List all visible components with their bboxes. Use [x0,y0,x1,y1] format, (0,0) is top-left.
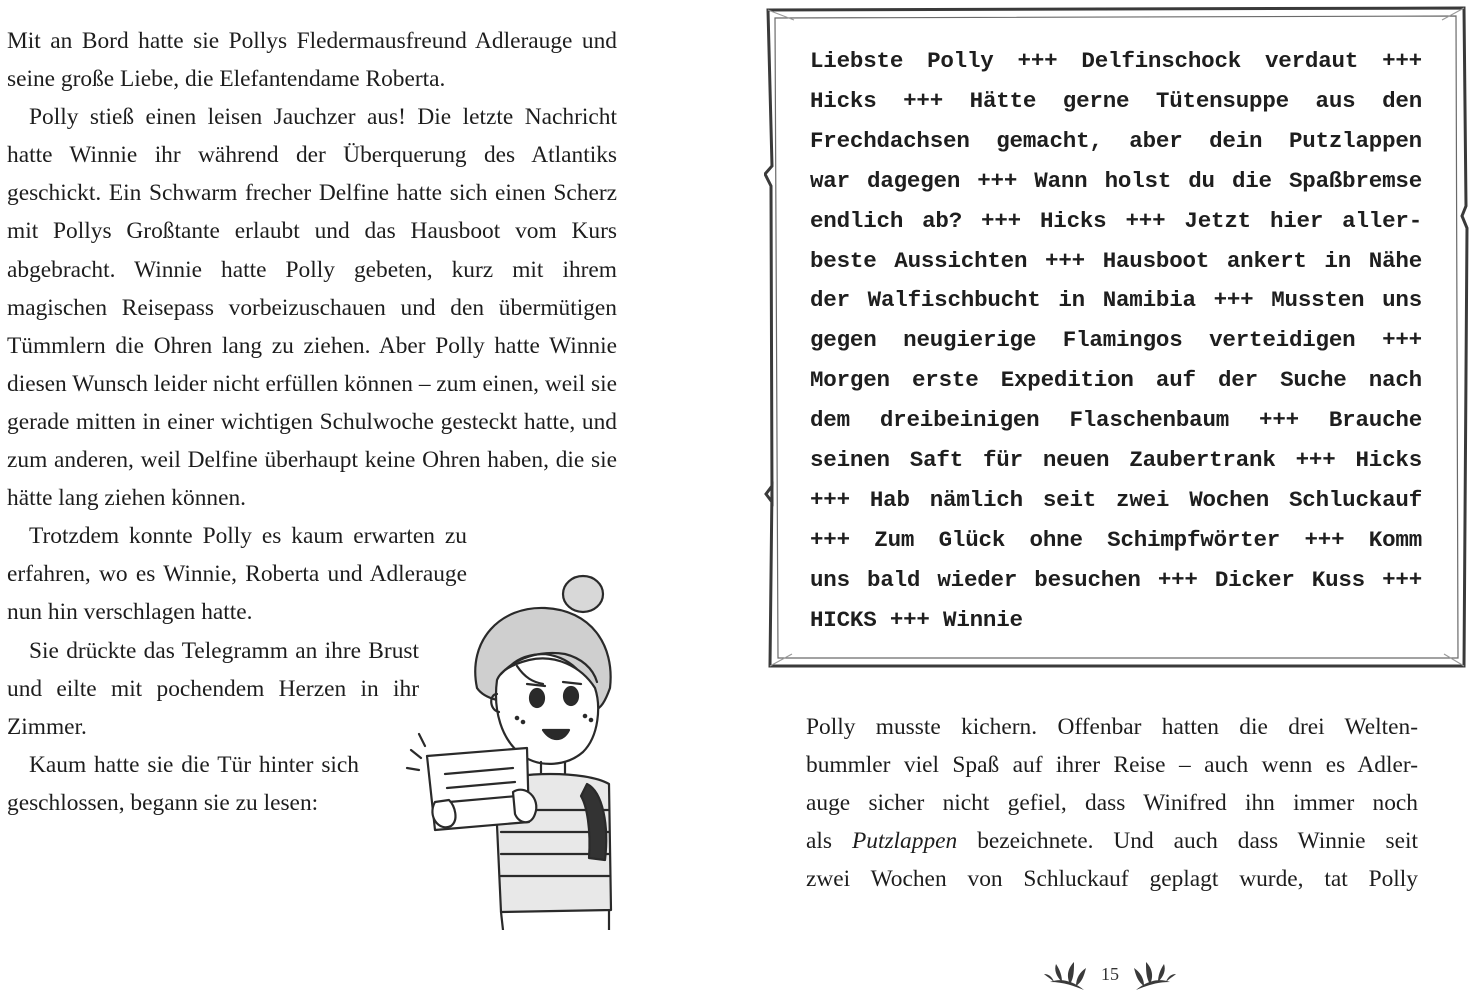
paragraph-1: Mit an Bord hatte sie Pollys Fledermausfreund Adlerauge und seine große Liebe, die Elefantendame Roberta. [7,28,617,93]
telegram-line: endlich ab? +++ Hicks +++ Jetzt hier aller- [810,207,1422,234]
text-line: Polly musste kichern. Offenbar hatten die drei Welten- [806,714,1418,740]
text-line: auge sicher nicht gefiel, dass Winifred ihn immer noch [806,790,1418,817]
telegram-line: der Walfischbucht in Namibia +++ Mussten uns [810,287,1422,314]
telegram-line: Morgen erste Expedition auf der Suche nach [810,367,1422,394]
paragraph-5: Kaum hatte sie die Tür hinter sich geschlossen, begann sie zu lesen: [7,751,359,816]
telegram-line: +++ Zum Glück ohne Schimpfwörter +++ Komm [810,526,1422,553]
paragraph-4: Sie drückte das Telegramm an ihre Brust und eilte mit pochendem Herzen in ihr Zimmer. [7,637,419,740]
page-number: 15 [1101,964,1119,984]
emphasized-word: Putzlappen [851,828,958,855]
telegram-line: +++ Hab nämlich seit zwei Wochen Schluckauf [810,486,1422,513]
telegram-line: dem dreibeinigen Flaschenbaum +++ Brauche [810,407,1422,434]
right-paragraph [806,708,1418,898]
text-line: zwei Wochen von Schluckauf geplagt wurde, tat Polly [806,866,1418,893]
telegram-line: Hicks +++ Hätte gerne Tütensuppe aus den [810,87,1422,114]
paragraph-2: Polly stieß einen leisen Jauchzer aus! Die letzte Nachricht hatte Winnie ihr während der Überquerung des Atlantiks geschickt. Ein Schwarm frecher Delfine hatte sich einen Scherz mit Pollys Großtante erlaubt und das Hausboot vom Kurs abgebracht. Winnie hatte Polly gebeten, kurz mit ihrem magischen Reisepass vorbeizuschauen und den übermütigen Tümmlern die Ohren lang zu ziehen. Aber Polly hatte Winnie diesen Wunsch leider nicht erfüllen können – zum einen, weil sie gerade mitten in einer wichtigen Schulwoche gesteckt hatte, und zum anderen, weil Delfine überhaupt keine Ohren haben, die sie hätte lang ziehen können. [7,104,617,512]
telegram-line: gegen neugierige Flamingos verteidigen +++ [810,327,1422,354]
text-line: bummler viel Spaß auf ihrer Reise – auch wenn es Adler- [806,752,1418,779]
telegram-line: Frechdachsen gemacht, aber dein Putzlappen [810,127,1422,154]
polly-reading-illustration [405,570,620,930]
telegram-line: seinen Saft für neuen Zaubertrank +++ Hicks [810,447,1422,474]
paragraph-3: Trotzdem konnte Polly es kaum erwarten zu erfahren, wo es Winnie, Roberta und Adlerauge nun hin verschlagen hatte. [7,523,467,626]
telegram-line: Liebste Polly +++ Delfinschock verdaut +++ [810,48,1422,74]
telegram-line: HICKS +++ Winnie [810,606,1023,633]
telegram-line: war dagegen +++ Wann holst du die Spaßbremse [810,167,1422,194]
telegram-text [810,42,1422,641]
telegram-line: beste Aussichten +++ Hausboot ankert in Nähe [810,247,1422,274]
right-page [760,0,1460,1000]
text-line [806,822,1418,860]
text-line-prefix: als [806,828,832,855]
text-line-rest: bezeichnete. Und auch dass Winnie seit [977,828,1418,855]
page-footer [1040,960,1180,994]
leaf-ornament-icon [1132,960,1176,994]
telegram-line: uns bald wieder besuchen +++ Dicker Kuss +++ [810,566,1422,593]
leaf-ornament-icon [1044,960,1088,994]
telegram [764,6,1470,668]
